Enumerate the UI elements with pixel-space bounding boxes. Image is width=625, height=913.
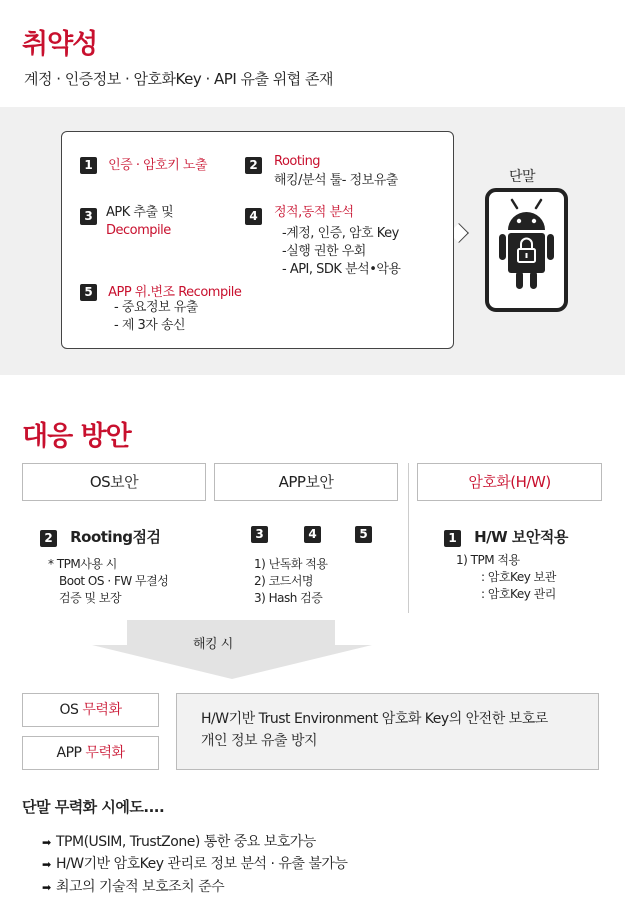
result-line: 개인 정보 유출 방지 [201, 733, 318, 749]
hw-col-title: H/W 보안적용 [474, 528, 568, 546]
app-col-line: 3) Hash 검증 [254, 591, 323, 605]
hw-col-line: : 암호Key 보관 [481, 570, 556, 584]
os-col-line: 검증 및 보장 [59, 591, 122, 605]
number-badge: 3 [80, 208, 97, 225]
result-box [176, 693, 599, 770]
os-col-title: Rooting점검 [70, 528, 161, 546]
arrow-right-icon: ➡ [42, 836, 51, 849]
app-box-prefix: APP [56, 745, 86, 761]
vuln-item-4 [245, 205, 262, 225]
android-phone-lock-icon [483, 186, 570, 314]
number-badge: 5 [80, 284, 97, 301]
os-col-header [40, 526, 160, 547]
vuln-item-1 [80, 154, 207, 175]
os-col-line: * TPM사용 시 [48, 557, 117, 571]
vuln-item-sub: -실행 권한 우회 [282, 244, 366, 259]
vuln-item-sub: - 제 3자 송신 [114, 318, 186, 333]
conclusion-item [42, 876, 224, 896]
conclusion-item [42, 853, 347, 873]
arrow-right-icon: ➡ [42, 881, 51, 894]
conclusion-text: 최고의 기술적 보호조치 준수 [56, 879, 225, 895]
number-badge: 1 [444, 530, 461, 547]
number-badge: 1 [80, 157, 97, 174]
vulnerability-subtitle: 계정 · 인증정보 · 암호화Key · API 유출 위협 존재 [24, 70, 333, 88]
number-badge: 2 [40, 530, 57, 547]
vuln-item-label: APP 위.변조 Recompile [108, 285, 242, 300]
os-box-prefix: OS [59, 702, 83, 718]
vuln-item-label: APK 추출 및 [106, 205, 174, 220]
vuln-item-label: Rooting [274, 154, 321, 169]
vuln-item-3 [80, 205, 97, 225]
hw-col-header [444, 526, 568, 547]
number-badge: 5 [355, 526, 372, 543]
hw-col-line: 1) TPM 적용 [456, 553, 520, 567]
number-badge: 3 [251, 526, 268, 543]
vuln-item-label: 정적,동적 분석 [274, 205, 354, 220]
number-badge: 2 [245, 157, 262, 174]
column-divider [408, 463, 409, 613]
vuln-item-sub: - API, SDK 분석•악용 [282, 262, 401, 277]
vuln-item-sub: -계정, 인증, 암호 Key [282, 226, 399, 241]
os-neutralized-box [22, 693, 159, 727]
tab-hw-encryption: 암호화(H/W) [417, 463, 602, 501]
vuln-item-sub: - 중요정보 유출 [114, 300, 198, 315]
tab-app-security: APP보안 [214, 463, 398, 501]
conclusion-item [42, 831, 316, 851]
countermeasure-title: 대응 방안 [22, 421, 131, 452]
vulnerability-title: 취약성 [22, 29, 98, 60]
conclusion-text: TPM(USIM, TrustZone) 통한 중요 보호가능 [56, 834, 316, 850]
arrow-right-icon: ➡ [42, 858, 51, 871]
number-badge: 4 [245, 208, 262, 225]
conclusion-title: 단말 무력화 시에도.... [22, 798, 165, 816]
app-neutralized-box [22, 736, 159, 770]
arrow-label: 해킹 시 [193, 637, 233, 652]
terminal-label: 단말 [509, 169, 536, 185]
vuln-item-2 [245, 154, 262, 174]
app-col-line: 2) 코드서명 [254, 574, 313, 588]
vuln-item-label-red: Decompile [106, 223, 171, 238]
vuln-item-label: 인증 · 암호키 노출 [108, 158, 208, 173]
vuln-item-sub: 해킹/분석 툴- 정보유출 [274, 173, 398, 188]
conclusion-text: H/W기반 암호Key 관리로 정보 분석 · 유출 불가능 [56, 856, 348, 872]
app-col-line: 1) 난독화 적용 [254, 557, 328, 571]
app-box-emph: 무력화 [85, 745, 125, 761]
os-col-line: Boot OS · FW 무결성 [59, 574, 169, 588]
result-line: H/W기반 Trust Environment 암호화 Key의 안전한 보호로 [201, 711, 548, 727]
hw-col-line: : 암호Key 관리 [481, 587, 556, 601]
number-badge: 4 [304, 526, 321, 543]
os-box-emph: 무력화 [82, 702, 122, 718]
tab-os-security: OS보안 [22, 463, 206, 501]
